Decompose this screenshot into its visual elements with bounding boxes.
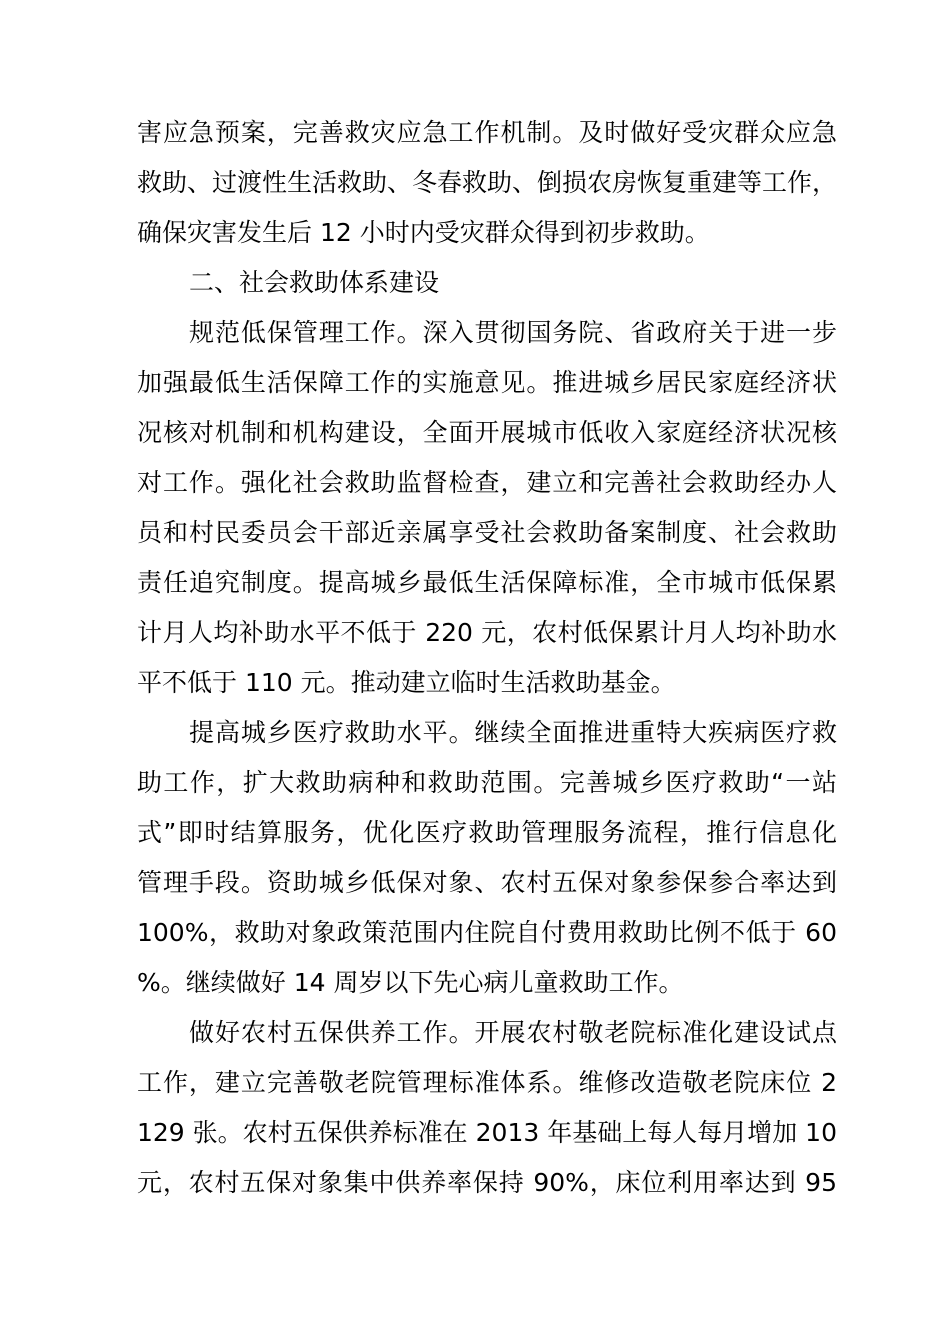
paragraph-line: %。继续做好 14 周岁以下先心病儿童救助工作。 [137,968,684,997]
paragraph-line: 工作，建立完善敬老院管理标准体系。维修改造敬老院床位 2 [137,1068,837,1097]
paragraph-line: 责任追究制度。提高城乡最低生活保障标准，全市城市低保累 [137,568,837,597]
paragraph-line: 员和村民委员会干部近亲属享受社会救助备案制度、社会救助 [137,518,837,547]
paragraph-line: 做好农村五保供养工作。开展农村敬老院标准化建设试点 [189,1018,837,1047]
paragraph-line: 100%，救助对象政策范围内住院自付费用救助比例不低于 60 [137,918,837,947]
paragraph-line: 129 张。农村五保供养标准在 2013 年基础上每人每月增加 10 [137,1118,837,1147]
paragraph-line: 确保灾害发生后 12 小时内受灾群众得到初步救助。 [137,218,710,247]
paragraph-line: 提高城乡医疗救助水平。继续全面推进重特大疾病医疗救 [189,718,837,747]
paragraph-line: 加强最低生活保障工作的实施意见。推进城乡居民家庭经济状 [137,368,837,397]
paragraph-line: 式”即时结算服务，优化医疗救助管理服务流程，推行信息化 [137,818,837,847]
paragraph-line: 助工作，扩大救助病种和救助范围。完善城乡医疗救助“一站 [137,768,837,797]
paragraph-line: 管理手段。资助城乡低保对象、农村五保对象参保参合率达到 [137,868,837,897]
paragraph-line: 害应急预案，完善救灾应急工作机制。及时做好受灾群众应急 [137,118,837,147]
section-heading: 二、社会救助体系建设 [189,268,440,297]
paragraph-line: 对工作。强化社会救助监督检查，建立和完善社会救助经办人 [137,468,837,497]
paragraph-line: 况核对机制和机构建设，全面开展城市低收入家庭经济状况核 [137,418,837,447]
paragraph-line: 计月人均补助水平不低于 220 元，农村低保累计月人均补助水 [137,618,837,647]
paragraph-line: 平不低于 110 元。推动建立临时生活救助基金。 [137,668,676,697]
paragraph-line: 元，农村五保对象集中供养率保持 90%，床位利用率达到 95 [137,1168,837,1197]
paragraph-line: 救助、过渡性生活救助、冬春救助、倒损农房恢复重建等工作， [137,168,838,197]
paragraph-line: 规范低保管理工作。深入贯彻国务院、省政府关于进一步 [189,318,837,347]
